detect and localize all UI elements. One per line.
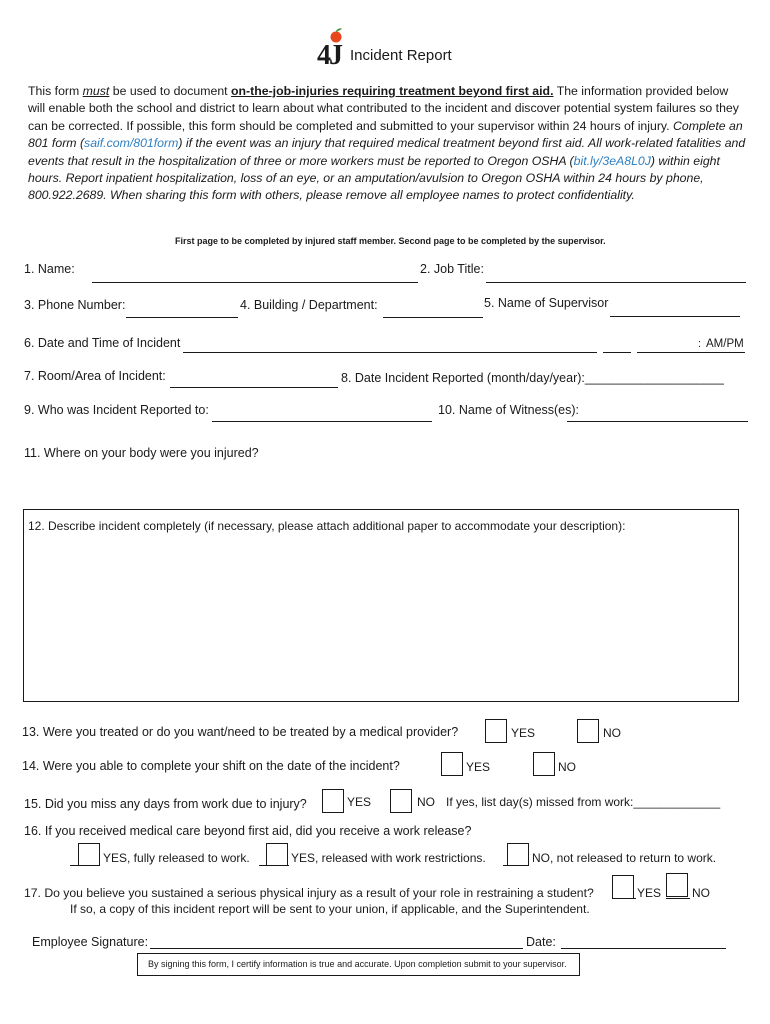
q13-yes-checkbox[interactable] — [485, 719, 507, 743]
q16-label: 16. If you received medical care beyond first aid, did you receive a work release? — [24, 824, 472, 838]
signature-date-field[interactable] — [561, 948, 726, 949]
q16-opt3-checkbox[interactable] — [507, 843, 529, 866]
phone-field[interactable] — [126, 317, 238, 318]
q14-no-checkbox[interactable] — [533, 752, 555, 776]
q15-days-missed[interactable]: If yes, list day(s) missed from work:_____________ — [446, 795, 721, 809]
room-field[interactable] — [170, 387, 338, 388]
ampm-label: AM/PM — [706, 338, 744, 350]
q17-no-underline — [666, 898, 690, 899]
osha-link[interactable]: bit.ly/3eA8L0J — [573, 153, 651, 168]
reported-to-field[interactable] — [212, 421, 432, 422]
q17-no-label: NO — [692, 886, 710, 900]
intro-paragraph: This form must be used to document on-the-job-injuries requiring treatment beyond first aid. The information provided below will enable both the school and district to learn about what contributed to the incident and discover potential system failures so they can be corrected. If possible, this form should be completed and submitted to your supervisor within 24 hours of injury. Complete an 801 form (saif.com/801form) if the event was an injury that required medical treatment beyond first aid. All work-related fatalities and events that result in the hospitalization of three or more workers must be reported to Oregon OSHA (bit.ly/3eA8L0J) within eight hours. Report inpatient hospitalization, loss of an eye, or an amputation/avulsion to Oregon OSHA within 24 hours by phone, 800.922.2689. When sharing this form with others, please remove all employee names to protect confidentiality. — [28, 84, 746, 203]
q14-yes-checkbox[interactable] — [441, 752, 463, 776]
q13-yes-label: YES — [511, 726, 536, 740]
q16-opt2-label: YES, released with work restrictions. — [291, 851, 486, 865]
q15-yes-checkbox[interactable] — [322, 789, 344, 813]
name-field[interactable] — [92, 282, 418, 283]
q17-yes-label: YES — [637, 886, 662, 900]
reported-to-label: 9. Who was Incident Reported to: — [24, 403, 209, 417]
instruction-note: First page to be completed by injured staff member. Second page to be completed by the supervisor. — [175, 236, 606, 246]
phone-label: 3. Phone Number: — [24, 298, 126, 312]
q13-no-checkbox[interactable] — [577, 719, 599, 743]
name-label: 1. Name: — [24, 262, 75, 276]
q15-no-checkbox[interactable] — [390, 789, 412, 813]
q16-opt1-checkbox[interactable] — [78, 843, 100, 866]
page-title: Incident Report — [350, 47, 452, 64]
saif-link[interactable]: saif.com/801form — [84, 136, 179, 151]
witness-field[interactable] — [567, 421, 748, 422]
q16-opt2-checkbox[interactable] — [266, 843, 288, 866]
q14-yes-label: YES — [466, 760, 491, 774]
job-title-field[interactable] — [486, 282, 746, 283]
incident-description-box[interactable] — [23, 509, 739, 702]
q16-opt1-label: YES, fully released to work. — [103, 851, 250, 865]
witness-label: 10. Name of Witness(es): — [438, 403, 580, 417]
date-field[interactable] — [183, 352, 597, 353]
q15-no-label: NO — [417, 795, 435, 809]
body-injury-label: 11. Where on your body were you injured? — [24, 446, 259, 460]
supervisor-field[interactable] — [610, 316, 740, 317]
signature-label: Employee Signature: — [32, 935, 149, 949]
room-label: 7. Room/Area of Incident: — [24, 369, 166, 383]
q15-label: 15. Did you miss any days from work due to injury? — [24, 797, 307, 811]
q13-label: 13. Were you treated or do you want/need to be treated by a medical provider? — [22, 725, 459, 739]
minute-field[interactable] — [637, 352, 745, 353]
date-time-label: 6. Date and Time of Incident — [24, 336, 181, 350]
q14-no-label: NO — [558, 760, 576, 774]
q17-label: 17. Do you believe you sustained a serious physical injury as a result of your role in restraining a student? — [24, 886, 594, 900]
q15-yes-label: YES — [347, 795, 372, 809]
hour-field[interactable] — [603, 352, 631, 353]
time-colon: : — [698, 338, 702, 350]
supervisor-label: 5. Name of Supervisor — [484, 296, 609, 310]
job-title-label: 2. Job Title: — [420, 262, 484, 276]
q14-label: 14. Were you able to complete your shift on the date of the incident? — [22, 759, 400, 773]
building-label: 4. Building / Department: — [240, 298, 378, 312]
date-reported-label[interactable]: 8. Date Incident Reported (month/day/year):____________________ — [341, 371, 724, 385]
q17-note: If so, a copy of this incident report will be sent to your union, if applicable, and the Superintendent. — [70, 902, 590, 916]
q13-no-label: NO — [603, 726, 621, 740]
signature-field[interactable] — [150, 948, 523, 949]
district-logo — [312, 28, 346, 76]
incident-description-label: 12. Describe incident completely (if necessary, please attach additional paper to accommodate your description): — [28, 519, 626, 533]
q17-yes-checkbox[interactable] — [612, 875, 634, 899]
logo-text: 4J — [317, 40, 341, 71]
building-field[interactable] — [383, 317, 483, 318]
q16-opt3-label: NO, not released to return to work. — [532, 851, 717, 865]
q17-no-checkbox[interactable] — [666, 873, 688, 897]
date-label: Date: — [526, 935, 556, 949]
certification-text: By signing this form, I certify information is true and accurate. Upon completion submit to your supervisor. — [148, 959, 567, 969]
